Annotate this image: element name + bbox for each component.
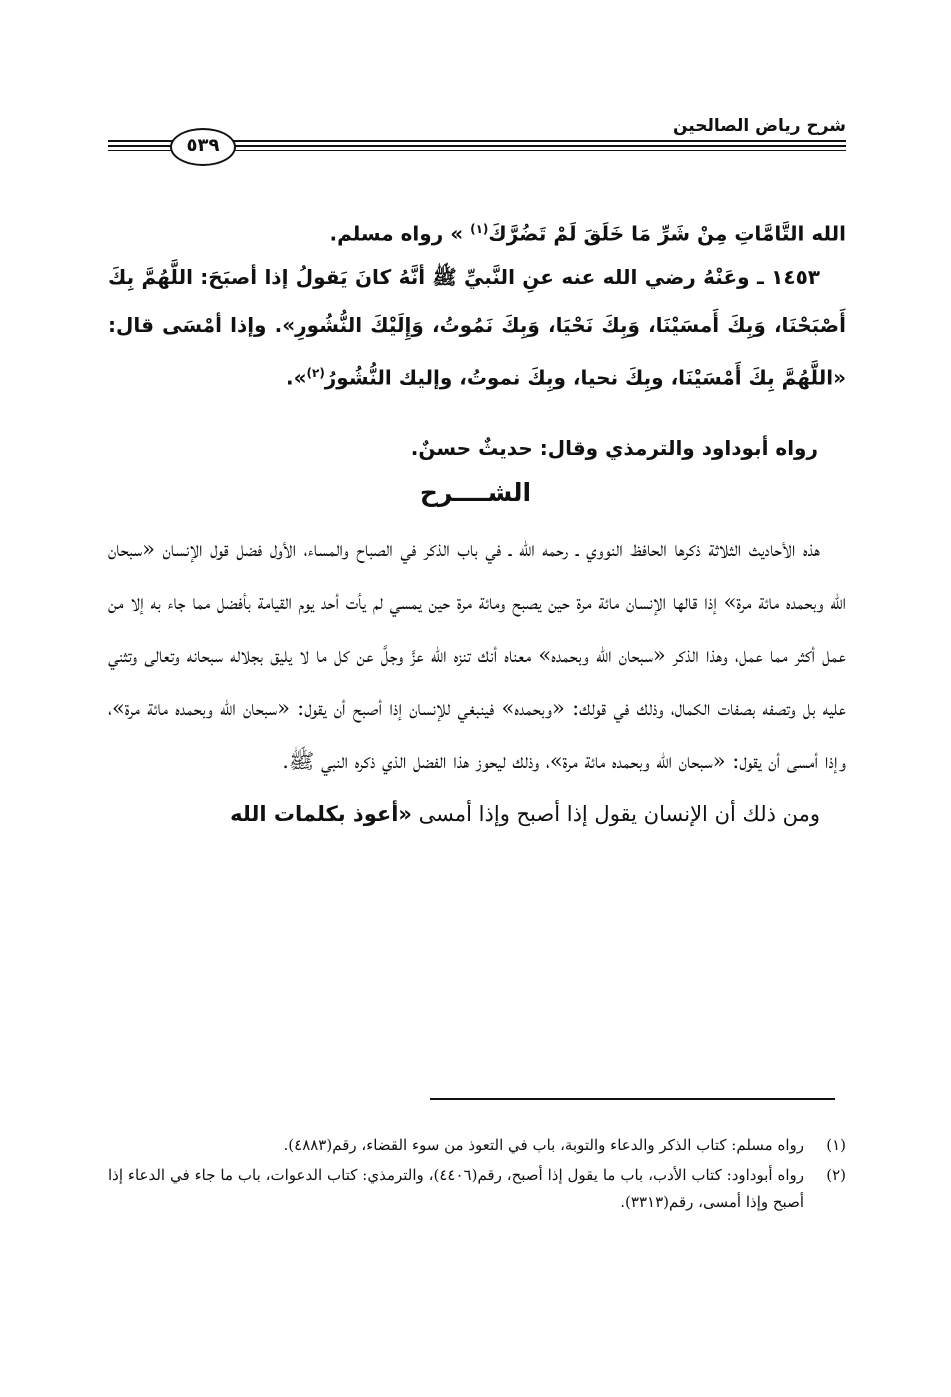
footnote-text: رواه مسلم: كتاب الذكر والدعاء والتوبة، باب في التعوذ من سوء القضاء، رقم(٤٨٨٣). <box>283 1136 804 1154</box>
hadith-1453 <box>108 253 846 402</box>
commentary <box>108 523 846 841</box>
hadith-source-text: رواه أبوداود والترمذي وقال: حديثٌ حسنٌ. <box>410 436 818 460</box>
commentary-paragraph <box>108 788 846 841</box>
footnote-ref: (١) <box>470 222 489 236</box>
commentary-paragraph-text: ومن ذلك أن الإنسان يقول إذا أصبح وإذا أمسى <box>418 802 820 826</box>
running-title: شرح رياض الصالحين <box>672 116 846 136</box>
footnote-number: (١) <box>826 1136 846 1154</box>
footnote-text: رواه أبوداود: كتاب الأدب، باب ما يقول إذا أصبح، رقم(٤٤٠٦)، والترمذي: كتاب الدعوات، باب ما جاء في الدعاء إذا أصبح وإذا أمسى، رقم(٣٣١٣). <box>108 1166 804 1211</box>
commentary-quote: «أعوذ بكلمات الله <box>230 802 412 826</box>
footnote <box>108 1162 846 1216</box>
footnote-separator <box>430 1098 835 1100</box>
footnotes <box>108 1132 846 1219</box>
hadith-source <box>108 424 846 472</box>
hadith-main-text: ١٤٥٣ ـ وعَنْهُ رضي الله عنه عنِ النَّبيِّ ﷺ أنَّهُ كانَ يَقولُ إذا أصبَحَ: اللَّهُمَّ بِكَ أَصْبَحْنَا، وَبِكَ أَمسَيْنَا، وَبِكَ نَحْيَا، وَبِكَ نَمُوتُ، وَإِلَيْكَ النُّشُورِ». وإذا أمْسَى قال: «اللَّهُمَّ بِكَ أَمْسَيْنَا، وبِكَ نحيا، وبِكَ نموتُ، وإليك النُّشُورُ <box>108 265 846 390</box>
commentary-paragraph: هذه الأحاديث الثلاثة ذكرها الحافظ النووي ـ رحمه الله ـ في باب الذكر في الصباح والمساء، الأول فضل قول الإنسان «سبحان الله وبحمده مائة مرة» إذا قالها الإنسان مائة مرة حين يصبح ومائة مرة حين يمسي لم يأت أحد يوم القيامة بأفضل مما جاء به إلا من عمل أكثر مما عمل، وهذا الذكر «سبحان الله وبحمده» معناه أنك تنزه الله عزَّ وجلَّ عن كل ما لا يليق بجلاله سبحانه وتعالى وتثني عليه بل وتصفه بصفات الكمال، وذلك في قولك: «وبحمده» فينبغي للإنسان إذا أصبح أن يقول: «سبحان الله وبحمده مائة مرة»، وإذا أمسى أن يقول: «سبحان الله وبحمده مائة مرة»، وذلك ليحوز هذا الفضل الذي ذكره النبي ﷺ. <box>108 537 846 773</box>
footnote <box>108 1132 846 1159</box>
hadith-continuation-end: » رواه مسلم. <box>329 221 464 246</box>
hadith-continuation-text: الله التَّامَّاتِ مِنْ شَرِّ مَا خَلَقَ لَمْ تَضُرَّكَ <box>488 221 846 246</box>
footnote-number: (٢) <box>826 1166 846 1184</box>
section-title: الشــــرح <box>419 478 532 507</box>
hadith-main-end: ». <box>285 365 307 390</box>
hadith-continuation <box>108 205 846 258</box>
page-number: ٥٣٩ <box>170 128 236 166</box>
footnote-ref: (٢) <box>306 366 325 380</box>
